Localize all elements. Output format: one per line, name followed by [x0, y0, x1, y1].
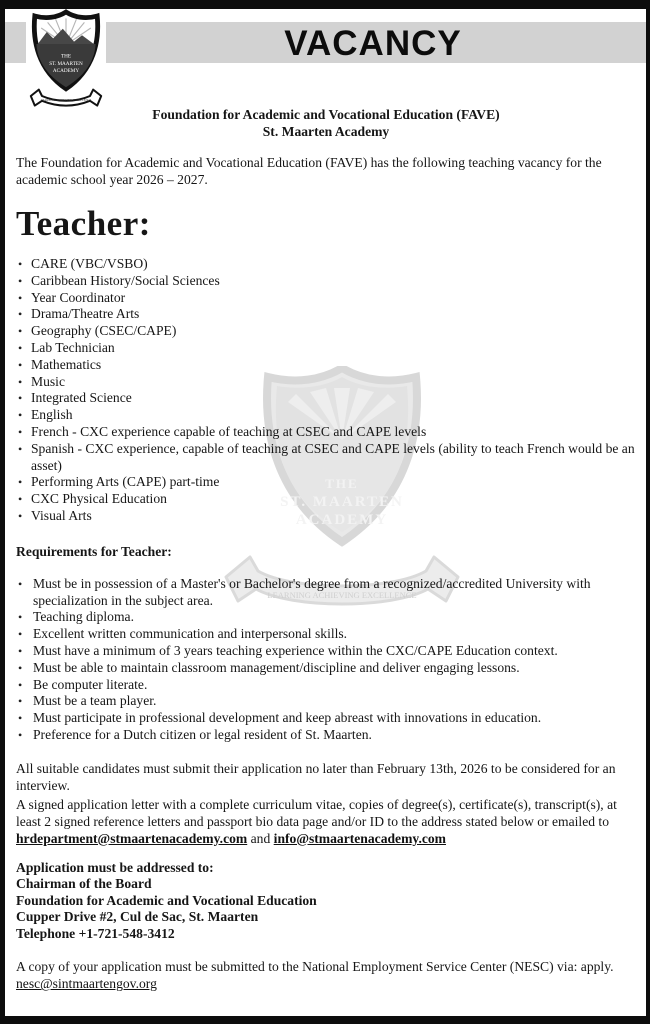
- address-line: Chairman of the Board: [16, 876, 152, 892]
- list-item: • Must be in possession of a Master's or Bachelor's degree from a recognized/accredited University with specialization in the subject area.: [16, 576, 636, 610]
- frame-right-bar: [646, 0, 650, 1024]
- svg-text:ACADEMY: ACADEMY: [52, 68, 80, 74]
- list-item: • CARE (VBC/VSBO): [16, 256, 636, 273]
- frame-left-bar: [0, 0, 5, 1024]
- intro-paragraph: The Foundation for Academic and Vocational Education (FAVE) has the following teaching vacancy for the academic school year 2026 – 2027.: [16, 155, 602, 187]
- address-line: Foundation for Academic and Vocational Education: [16, 892, 317, 908]
- list-item: • English: [16, 407, 636, 424]
- shield-crest-icon: [26, 8, 106, 120]
- svg-text:ST. MAARTEN: ST. MAARTEN: [280, 494, 404, 510]
- page-title: VACANCY: [284, 24, 462, 63]
- watermark-motto-text: LEARNING ACHIEVING EXCELLENCE: [267, 590, 417, 600]
- list-item: • Geography (CSEC/CAPE): [16, 323, 636, 340]
- org-name-line: Foundation for Academic and Vocational Education (FAVE): [152, 107, 500, 122]
- frame-bottom-bar: [0, 1016, 650, 1024]
- list-item: • Must participate in professional development and keep abreast with innovations in education.: [16, 710, 636, 727]
- hr-email-link[interactable]: hrdepartment@stmaartenacademy.com: [16, 830, 248, 846]
- info-email-link[interactable]: info@stmaartenacademy.com: [273, 830, 447, 846]
- list-item: • Preference for a Dutch citizen or legal resident of St. Maarten.: [16, 727, 636, 744]
- list-item: • Must be a team player.: [16, 693, 636, 710]
- school-crest-logo: [26, 8, 106, 120]
- list-item: • Performing Arts (CAPE) part-time: [16, 474, 636, 491]
- list-item: • Spanish - CXC experience, capable of teaching at CSEC and CAPE levels (ability to teach French would be an asset): [16, 441, 636, 475]
- deadline-paragraph: All suitable candidates must submit their application no later than February 13th, 2026 to be considered for an interview.: [16, 760, 616, 793]
- list-item: • Teaching diploma.: [16, 609, 636, 626]
- list-item: • Year Coordinator: [16, 290, 636, 307]
- list-item: • Lab Technician: [16, 340, 636, 357]
- address-line: Telephone +1-721-548-3412: [16, 925, 175, 941]
- application-instructions-paragraph: [16, 796, 636, 847]
- svg-text:ST. MAARTEN: ST. MAARTEN: [49, 60, 83, 67]
- list-item: • Excellent written communication and interpersonal skills.: [16, 626, 636, 643]
- requirements-list: [16, 576, 636, 744]
- connector-text: and: [247, 830, 274, 846]
- nesc-email-link[interactable]: nesc@sintmaartengov.org: [16, 976, 157, 992]
- list-item: • Visual Arts: [16, 508, 636, 525]
- list-item: • Mathematics: [16, 357, 636, 374]
- positions-list: [16, 256, 636, 525]
- application-text: A signed application letter with a complete curriculum vitae, copies of degree(s), certificate(s), transcript(s), at least 2 signed reference letters and passport bio data page and/or ID to the address stated below or emailed to: [16, 796, 617, 829]
- requirements-heading: Requirements for Teacher:: [16, 543, 172, 559]
- school-name-line: St. Maarten Academy: [262, 124, 390, 139]
- frame-top-bar: [0, 0, 650, 9]
- svg-text:ACADEMY: ACADEMY: [295, 512, 389, 528]
- nesc-paragraph: [16, 958, 636, 992]
- list-item: • Caribbean History/Social Sciences: [16, 273, 636, 290]
- list-item: • Integrated Science: [16, 390, 636, 407]
- svg-text:THE: THE: [325, 476, 359, 491]
- crest-motto-text: LEARNING ACHIEVING EXCELLENCE: [40, 98, 92, 103]
- nesc-text: A copy of your application must be submitted to the National Employment Service Center (NESC) via: apply.: [16, 959, 614, 975]
- address-heading: Application must be addressed to:: [16, 859, 214, 875]
- list-item: • CXC Physical Education: [16, 491, 636, 508]
- address-line: Cupper Drive #2, Cul de Sac, St. Maarten: [16, 909, 259, 925]
- list-item: • Must be able to maintain classroom management/discipline and deliver engaging lessons.: [16, 660, 636, 677]
- document-body: [16, 106, 636, 992]
- address-block: [16, 860, 636, 943]
- position-heading: Teacher:: [16, 204, 151, 243]
- list-item: • Must have a minimum of 3 years teaching experience within the CXC/CAPE Education context.: [16, 643, 636, 660]
- list-item: • French - CXC experience capable of teaching at CSEC and CAPE levels: [16, 424, 636, 441]
- svg-text:THE: THE: [60, 53, 72, 60]
- list-item: • Music: [16, 374, 636, 391]
- list-item: • Be computer literate.: [16, 677, 636, 694]
- list-item: • Drama/Theatre Arts: [16, 306, 636, 323]
